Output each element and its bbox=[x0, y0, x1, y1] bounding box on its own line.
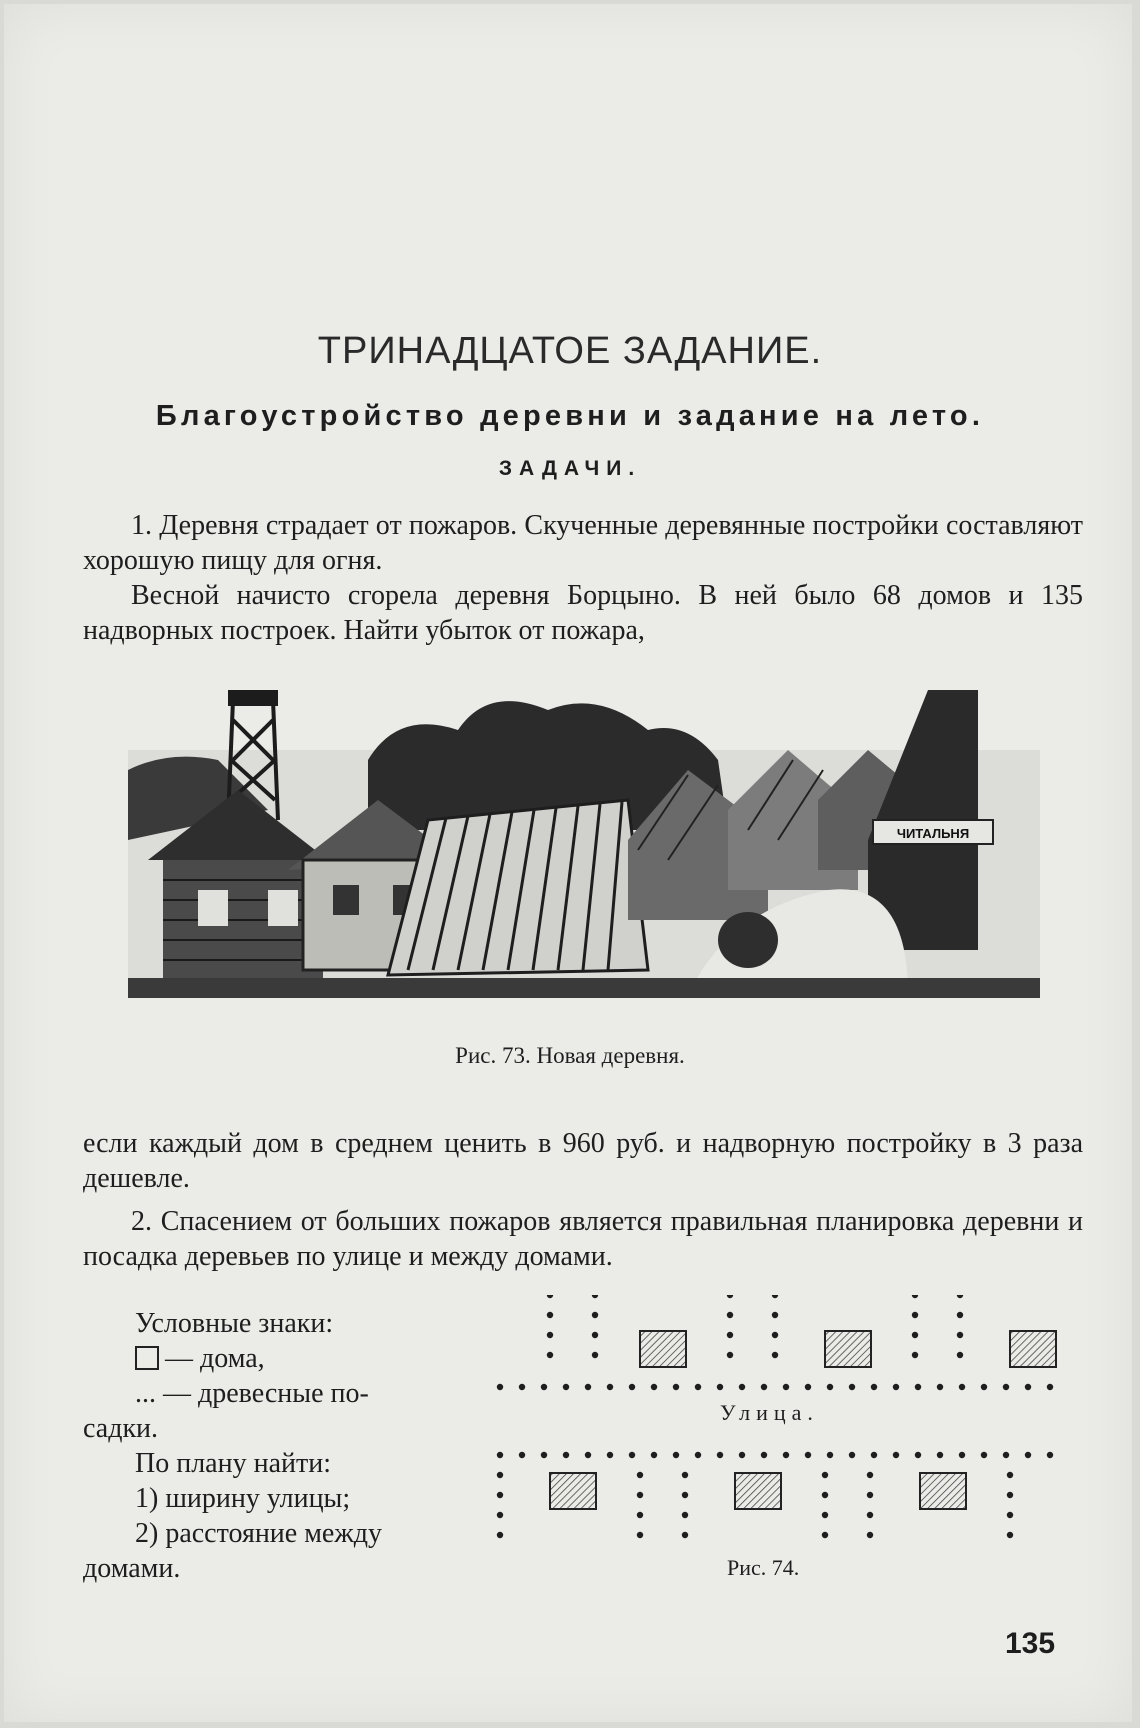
tree-dot bbox=[957, 1352, 963, 1358]
tree-dot bbox=[783, 1384, 789, 1390]
tree-dot bbox=[915, 1452, 921, 1458]
tree-dot bbox=[957, 1295, 963, 1298]
tree-dot bbox=[592, 1312, 598, 1318]
tree-dot bbox=[592, 1352, 598, 1358]
tree-dot bbox=[682, 1532, 688, 1538]
tree-dot bbox=[541, 1384, 547, 1390]
legend-trees-cont: садки. bbox=[83, 1413, 159, 1444]
tree-dot bbox=[547, 1312, 553, 1318]
tree-dot bbox=[1047, 1452, 1053, 1458]
tree-dot bbox=[827, 1452, 833, 1458]
tree-dot bbox=[959, 1452, 965, 1458]
tasks-heading: ЗАДАЧИ. bbox=[498, 457, 642, 480]
tree-dot bbox=[805, 1384, 811, 1390]
tree-dot bbox=[739, 1384, 745, 1390]
figure-74-caption: Рис. 74. bbox=[727, 1555, 800, 1580]
tree-dot bbox=[959, 1384, 965, 1390]
tree-dot bbox=[727, 1352, 733, 1358]
tree-dot bbox=[822, 1472, 828, 1478]
tree-dot bbox=[761, 1452, 767, 1458]
tree-dot bbox=[772, 1352, 778, 1358]
tree-dot bbox=[637, 1532, 643, 1538]
tree-dot bbox=[695, 1452, 701, 1458]
tree-dot bbox=[761, 1384, 767, 1390]
tree-dot bbox=[805, 1452, 811, 1458]
tree-dot bbox=[1007, 1472, 1013, 1478]
legend-trees: ... — древесные по- bbox=[135, 1378, 369, 1409]
legend-house-text: — дома, bbox=[165, 1343, 265, 1374]
tree-dot bbox=[629, 1384, 635, 1390]
tree-dot bbox=[592, 1295, 598, 1298]
tree-dot bbox=[822, 1492, 828, 1498]
tree-dot bbox=[651, 1452, 657, 1458]
tree-dot bbox=[637, 1512, 643, 1518]
legend-title: Условные знаки: bbox=[135, 1308, 334, 1339]
tree-dot bbox=[867, 1492, 873, 1498]
tree-dot bbox=[912, 1332, 918, 1338]
tree-dot bbox=[1047, 1384, 1053, 1390]
tree-dot bbox=[497, 1532, 503, 1538]
tree-dot bbox=[849, 1452, 855, 1458]
tree-dot bbox=[519, 1384, 525, 1390]
tree-dot bbox=[1007, 1512, 1013, 1518]
tree-dot bbox=[563, 1452, 569, 1458]
tree-dot bbox=[957, 1312, 963, 1318]
page-number: 135 bbox=[1005, 1627, 1056, 1660]
tree-dot bbox=[717, 1452, 723, 1458]
tree-dot bbox=[1025, 1384, 1031, 1390]
tree-dot bbox=[912, 1312, 918, 1318]
tree-dot bbox=[519, 1452, 525, 1458]
tree-dot bbox=[727, 1332, 733, 1338]
figure-73-caption: Рис. 73. Новая деревня. bbox=[455, 1043, 685, 1068]
tree-dot bbox=[497, 1384, 503, 1390]
section-title: ТРИНАДЦАТОЕ ЗАДАНИЕ. bbox=[317, 330, 823, 372]
tree-dot bbox=[893, 1452, 899, 1458]
section-subtitle: Благоустройство деревни и задание на лето. bbox=[155, 400, 985, 432]
task-1-text-2: Весной начисто сгорела деревня Борцыно. В ней было 68 домов и 135 надворных построек. Найти убыток от пожара, bbox=[83, 580, 1083, 646]
task-1-paragraph bbox=[83, 508, 1083, 578]
find-title: По плану найти: bbox=[135, 1448, 331, 1479]
house-square-icon bbox=[135, 1346, 159, 1370]
tree-dot bbox=[871, 1452, 877, 1458]
tree-dot bbox=[563, 1384, 569, 1390]
street-label: Улица. bbox=[720, 1400, 819, 1425]
tree-dot bbox=[497, 1472, 503, 1478]
tree-dot bbox=[607, 1452, 613, 1458]
tree-dot bbox=[739, 1452, 745, 1458]
tree-dot bbox=[541, 1452, 547, 1458]
tree-dot bbox=[1007, 1532, 1013, 1538]
task-1-paragraph-3 bbox=[83, 1126, 1083, 1196]
tree-dot bbox=[497, 1512, 503, 1518]
tree-dot bbox=[547, 1352, 553, 1358]
tree-dot bbox=[937, 1452, 943, 1458]
tree-dot bbox=[1003, 1384, 1009, 1390]
find-item-1: 1) ширину улицы; bbox=[135, 1483, 351, 1514]
find-item-2: 2) расстояние между bbox=[135, 1518, 382, 1549]
tree-dot bbox=[937, 1384, 943, 1390]
task-1-paragraph-2 bbox=[83, 578, 1083, 648]
tree-dot bbox=[585, 1384, 591, 1390]
task-1-text: 1. Деревня страдает от пожаров. Скученные деревянные постройки составляют хорошую пищу для огня. bbox=[83, 510, 1083, 576]
tree-dot bbox=[915, 1384, 921, 1390]
tree-dot bbox=[867, 1532, 873, 1538]
reading-house-sign: ЧИТАЛЬНЯ bbox=[896, 826, 970, 841]
tree-dot bbox=[682, 1492, 688, 1498]
tree-dot bbox=[772, 1332, 778, 1338]
task-2-text: 2. Спасением от больших пожаров является правильная планировка деревни и посадка деревьев по улице и между домами. bbox=[83, 1206, 1083, 1272]
tree-dot bbox=[727, 1312, 733, 1318]
tree-dot bbox=[1025, 1452, 1031, 1458]
tree-dot bbox=[849, 1384, 855, 1390]
tree-dot bbox=[497, 1492, 503, 1498]
village-illustration bbox=[128, 690, 1040, 1005]
tree-dot bbox=[585, 1452, 591, 1458]
tree-dot bbox=[957, 1332, 963, 1338]
tree-dot bbox=[893, 1384, 899, 1390]
find-item-2-cont: домами. bbox=[83, 1553, 181, 1584]
tree-dot bbox=[637, 1492, 643, 1498]
tree-dot bbox=[981, 1384, 987, 1390]
tree-dot bbox=[497, 1452, 503, 1458]
tree-dot bbox=[783, 1452, 789, 1458]
tree-dot bbox=[822, 1512, 828, 1518]
tree-dot bbox=[912, 1295, 918, 1298]
tree-dot bbox=[867, 1512, 873, 1518]
tree-dot bbox=[912, 1352, 918, 1358]
tree-dot bbox=[592, 1332, 598, 1338]
tree-dot bbox=[673, 1452, 679, 1458]
tree-dot bbox=[682, 1472, 688, 1478]
tree-dot bbox=[867, 1472, 873, 1478]
tree-dot bbox=[1003, 1452, 1009, 1458]
tree-dot bbox=[695, 1384, 701, 1390]
tree-dot bbox=[637, 1472, 643, 1478]
tree-dot bbox=[871, 1384, 877, 1390]
tree-dot bbox=[717, 1384, 723, 1390]
task-1-text-3: если каждый дом в среднем ценить в 960 руб. и надворную постройку в 3 раза дешевле. bbox=[83, 1128, 1083, 1194]
tree-dot bbox=[651, 1384, 657, 1390]
tree-dot bbox=[607, 1384, 613, 1390]
legend-house bbox=[135, 1341, 265, 1376]
tree-dot bbox=[673, 1384, 679, 1390]
tree-dot bbox=[772, 1312, 778, 1318]
tree-dot bbox=[981, 1452, 987, 1458]
tree-dot bbox=[629, 1452, 635, 1458]
tree-dot bbox=[547, 1332, 553, 1338]
tree-dot bbox=[1007, 1492, 1013, 1498]
task-2-paragraph bbox=[83, 1204, 1083, 1274]
tree-dot bbox=[727, 1295, 733, 1298]
tree-dot bbox=[772, 1295, 778, 1298]
tree-dot bbox=[822, 1532, 828, 1538]
tree-dot bbox=[682, 1512, 688, 1518]
tree-dot bbox=[547, 1295, 553, 1298]
tree-dot bbox=[827, 1384, 833, 1390]
